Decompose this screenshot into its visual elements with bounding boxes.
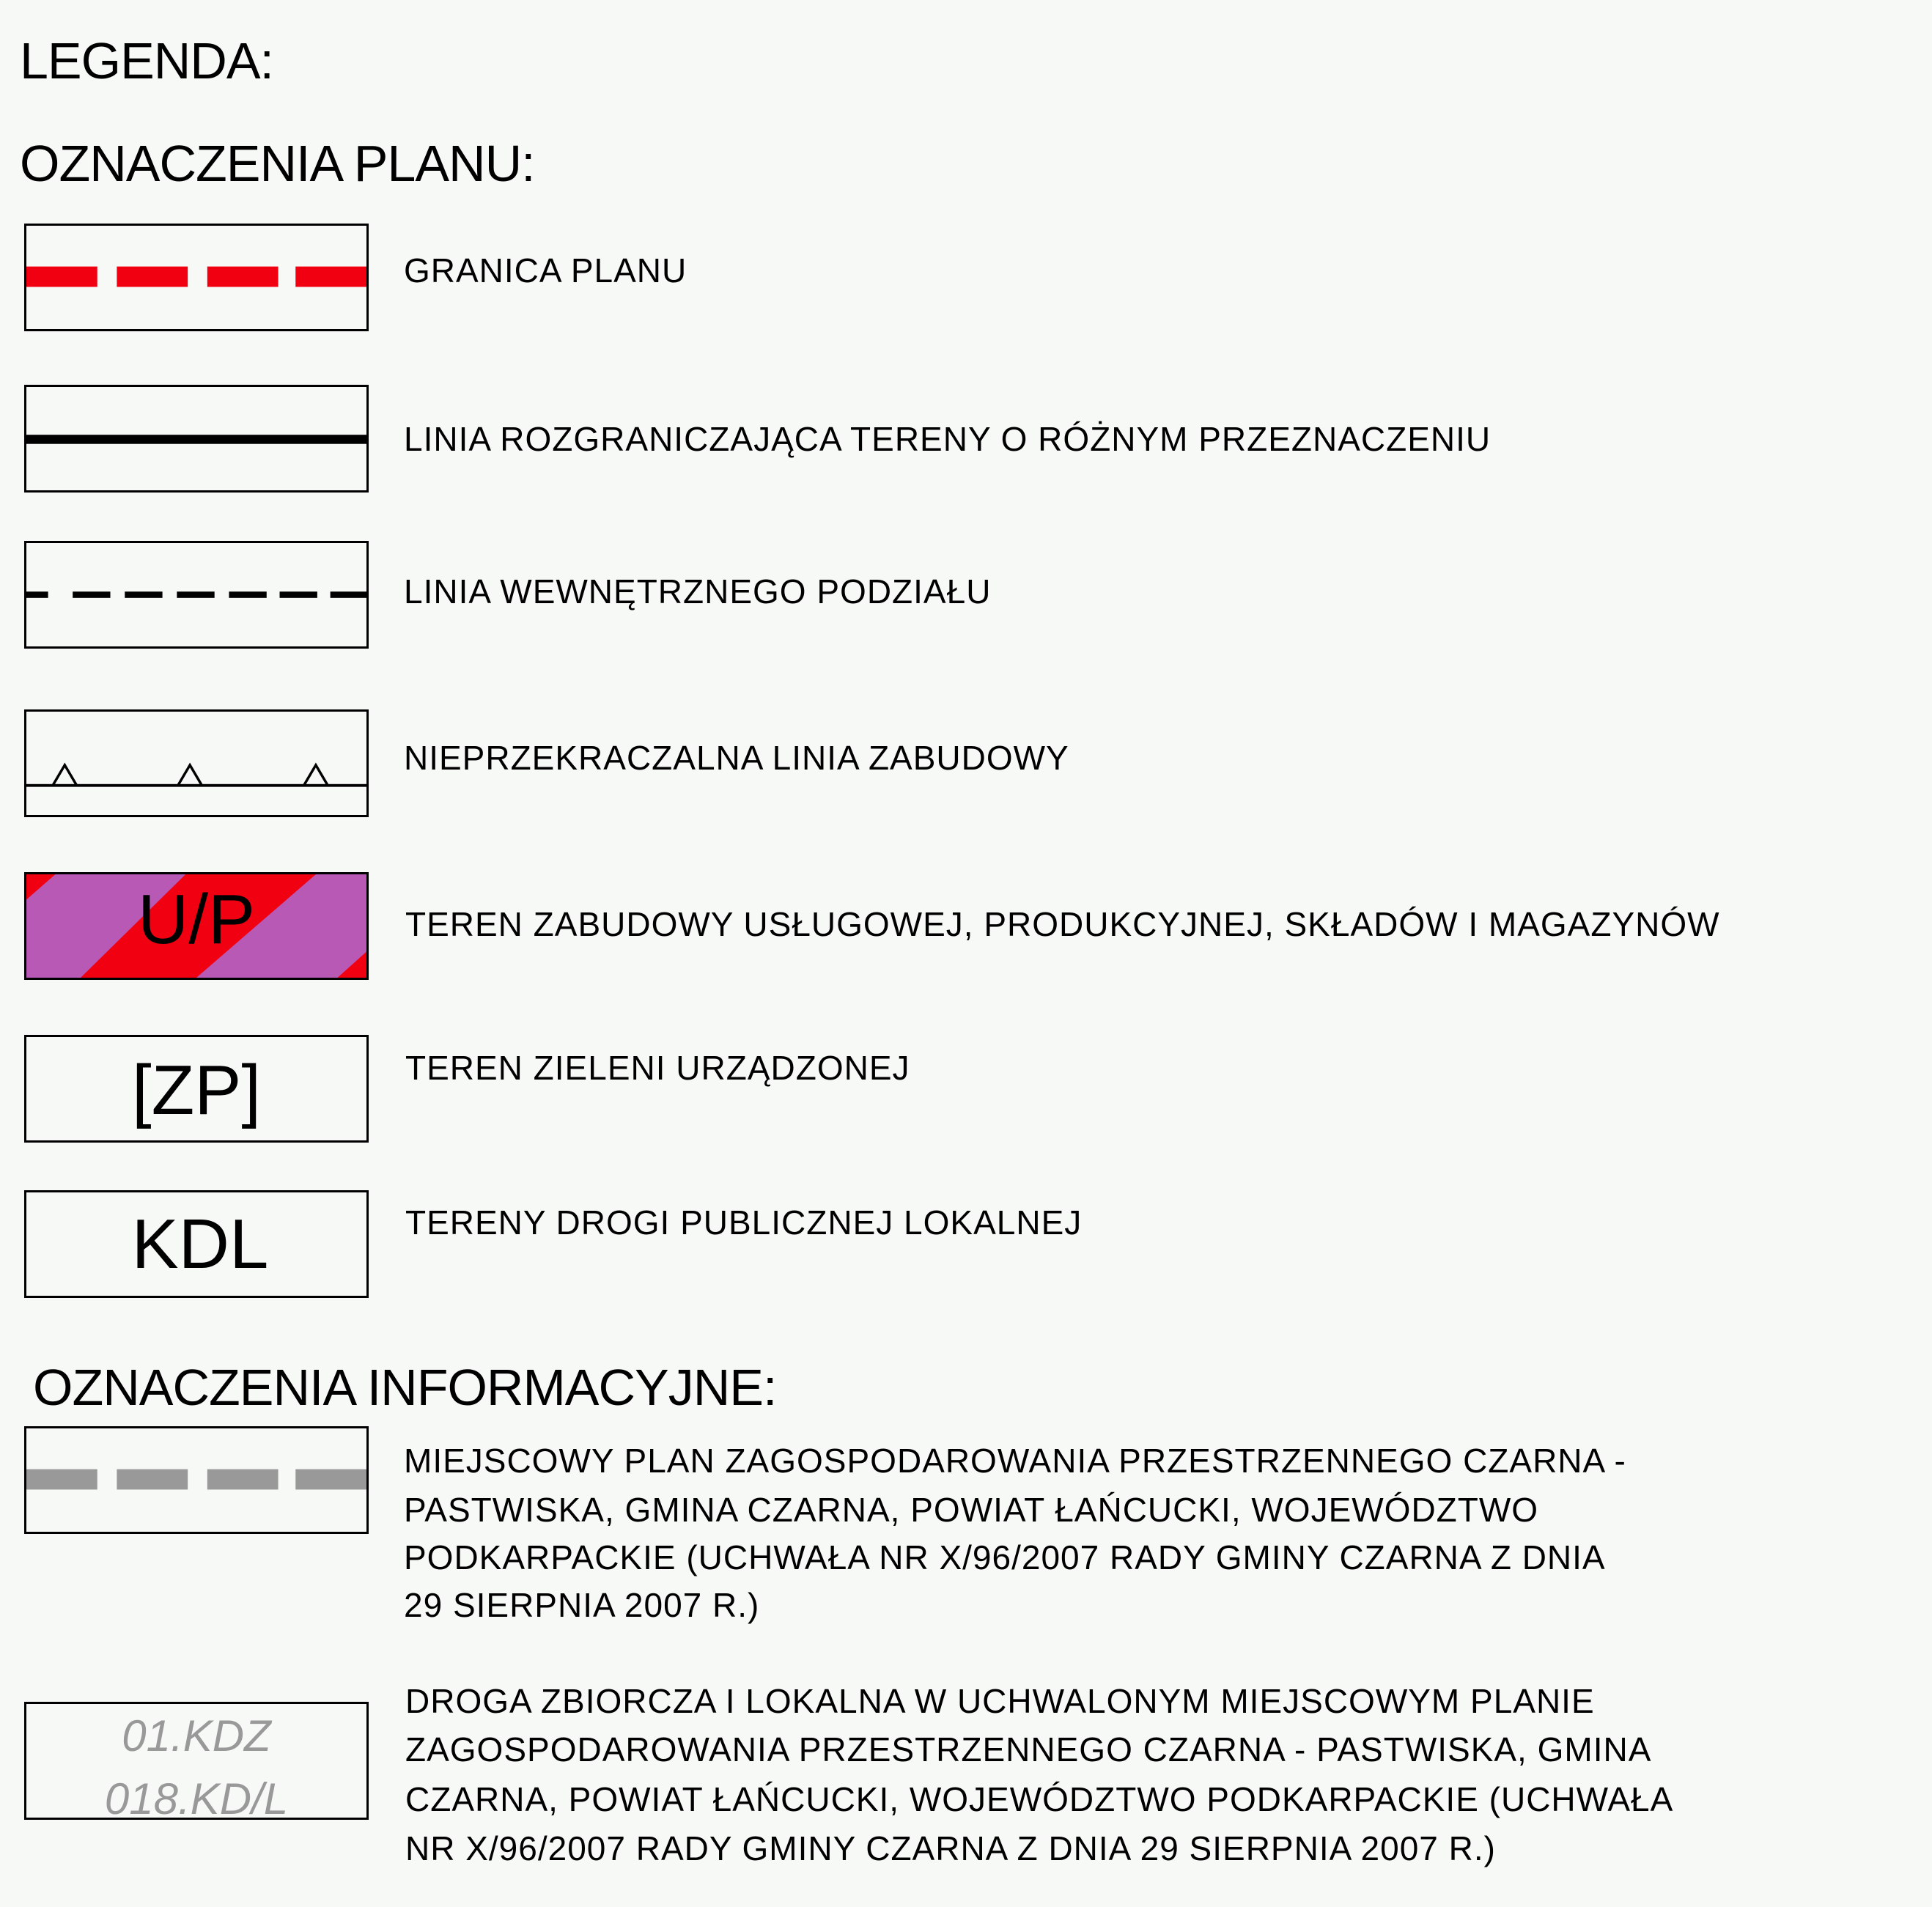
- symbol-green-zone: [24, 1035, 369, 1143]
- legend-description: [404, 1435, 1626, 1629]
- legend-label: NIEPRZEKRACZALNA LINIA ZABUDOWY: [404, 739, 1069, 777]
- red-dashed-line-icon: [26, 226, 366, 329]
- solid-line-icon: [26, 387, 366, 490]
- symbol-adopted-plan-boundary: [24, 1426, 369, 1534]
- section-heading-plan: OZNACZENIA PLANU:: [20, 135, 535, 192]
- symbol-plan-boundary: [24, 224, 369, 331]
- black-dashed-line-icon: [26, 543, 366, 646]
- legend-description: [405, 1677, 1673, 1872]
- symbol-service-production-zone: [24, 872, 369, 980]
- section-heading-informational: OZNACZENIA INFORMACYJNE:: [33, 1359, 777, 1416]
- description-line: PODKARPACKIE (UCHWAŁA NR X/96/2007 RADY GMINY CZARNA Z DNIA: [404, 1538, 1606, 1576]
- road-code: 01.KDZ: [122, 1711, 271, 1760]
- legend-label: TERENY DROGI PUBLICZNEJ LOKALNEJ: [405, 1203, 1083, 1242]
- zone-code: [ZP]: [131, 1050, 261, 1129]
- legend-label: LINIA ROZGRANICZAJĄCA TERENY O RÓŻNYM PRZEZNACZENIU: [404, 420, 1492, 458]
- symbol-local-road: [24, 1190, 369, 1298]
- description-line: NR X/96/2007 RADY GMINY CZARNA Z DNIA 29 SIERPNIA 2007 R.): [405, 1829, 1496, 1867]
- grey-dashed-line-icon: [26, 1428, 366, 1532]
- triangle-line-icon: [26, 712, 366, 815]
- legend-title: LEGENDA:: [20, 32, 273, 89]
- symbol-internal-division-line: [24, 541, 369, 649]
- legend-label: GRANICA PLANU: [404, 251, 687, 289]
- description-line: CZARNA, POWIAT ŁAŃCUCKI, WOJEWÓDZTWO PODKARPACKIE (UCHWAŁA: [405, 1780, 1674, 1818]
- symbol-boundary-line: [24, 385, 369, 493]
- description-line: PASTWISKA, GMINA CZARNA, POWIAT ŁAŃCUCKI, WOJEWÓDZTWO: [404, 1491, 1539, 1529]
- zone-code: U/P: [137, 879, 256, 959]
- legend-label: LINIA WEWNĘTRZNEGO PODZIAŁU: [404, 572, 992, 611]
- legend-label: TEREN ZABUDOWY USŁUGOWEJ, PRODUKCYJNEJ, SKŁADÓW I MAGAZYNÓW: [405, 905, 1720, 943]
- legend-label: TEREN ZIELENI URZĄDZONEJ: [405, 1049, 910, 1087]
- road-code: 018.KD/L: [104, 1774, 289, 1820]
- description-line: 29 SIERPNIA 2007 R.): [404, 1586, 760, 1624]
- description-line: ZAGOSPODAROWANIA PRZESTRZENNEGO CZARNA - PASTWISKA, GMINA: [405, 1730, 1652, 1768]
- zone-code: KDL: [131, 1204, 269, 1283]
- symbol-adopted-roads: [24, 1702, 369, 1820]
- description-line: MIEJSCOWY PLAN ZAGOSPODAROWANIA PRZESTRZENNEGO CZARNA -: [404, 1442, 1626, 1480]
- description-line: DROGA ZBIORCZA I LOKALNA W UCHWALONYM MIEJSCOWYM PLANIE: [405, 1682, 1595, 1720]
- symbol-building-line: [24, 709, 369, 817]
